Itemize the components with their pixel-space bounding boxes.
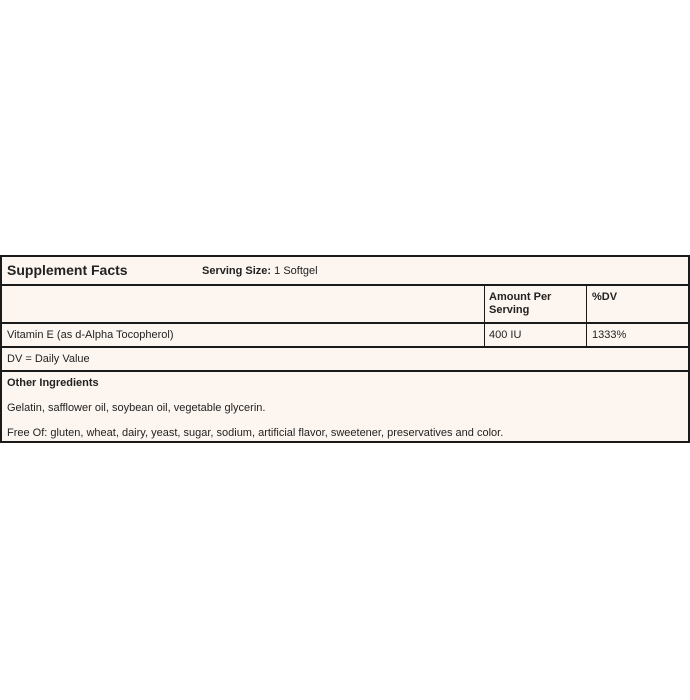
divider-dv-column [586,285,587,347]
divider-columns [2,322,688,324]
divider-dv-note [2,370,688,372]
supplement-facts-panel [0,255,690,443]
column-header-amount: Amount Per Serving [489,291,552,316]
dv-note: DV = Daily Value [7,353,90,365]
free-of-statement: Free Of: gluten, wheat, dairy, yeast, sugar, sodium, artificial flavor, sweetener, preservatives and color. [7,427,504,439]
panel-title: Supplement Facts [7,262,128,278]
serving-size-value: 1 Softgel [274,265,318,277]
nutrient-name: Vitamin E (as d-Alpha Tocopherol) [7,329,174,341]
nutrient-dv: 1333% [592,329,627,341]
serving-size [202,265,318,277]
serving-size-label: Serving Size: [202,265,272,277]
nutrient-amount: 400 IU [489,329,522,341]
column-header-dv: %DV [592,291,618,303]
other-ingredients-list: Gelatin, safflower oil, soybean oil, vegetable glycerin. [7,402,266,414]
divider-amount-column [484,285,485,347]
other-ingredients-heading: Other Ingredients [7,377,99,389]
divider-nutrients [2,346,688,348]
